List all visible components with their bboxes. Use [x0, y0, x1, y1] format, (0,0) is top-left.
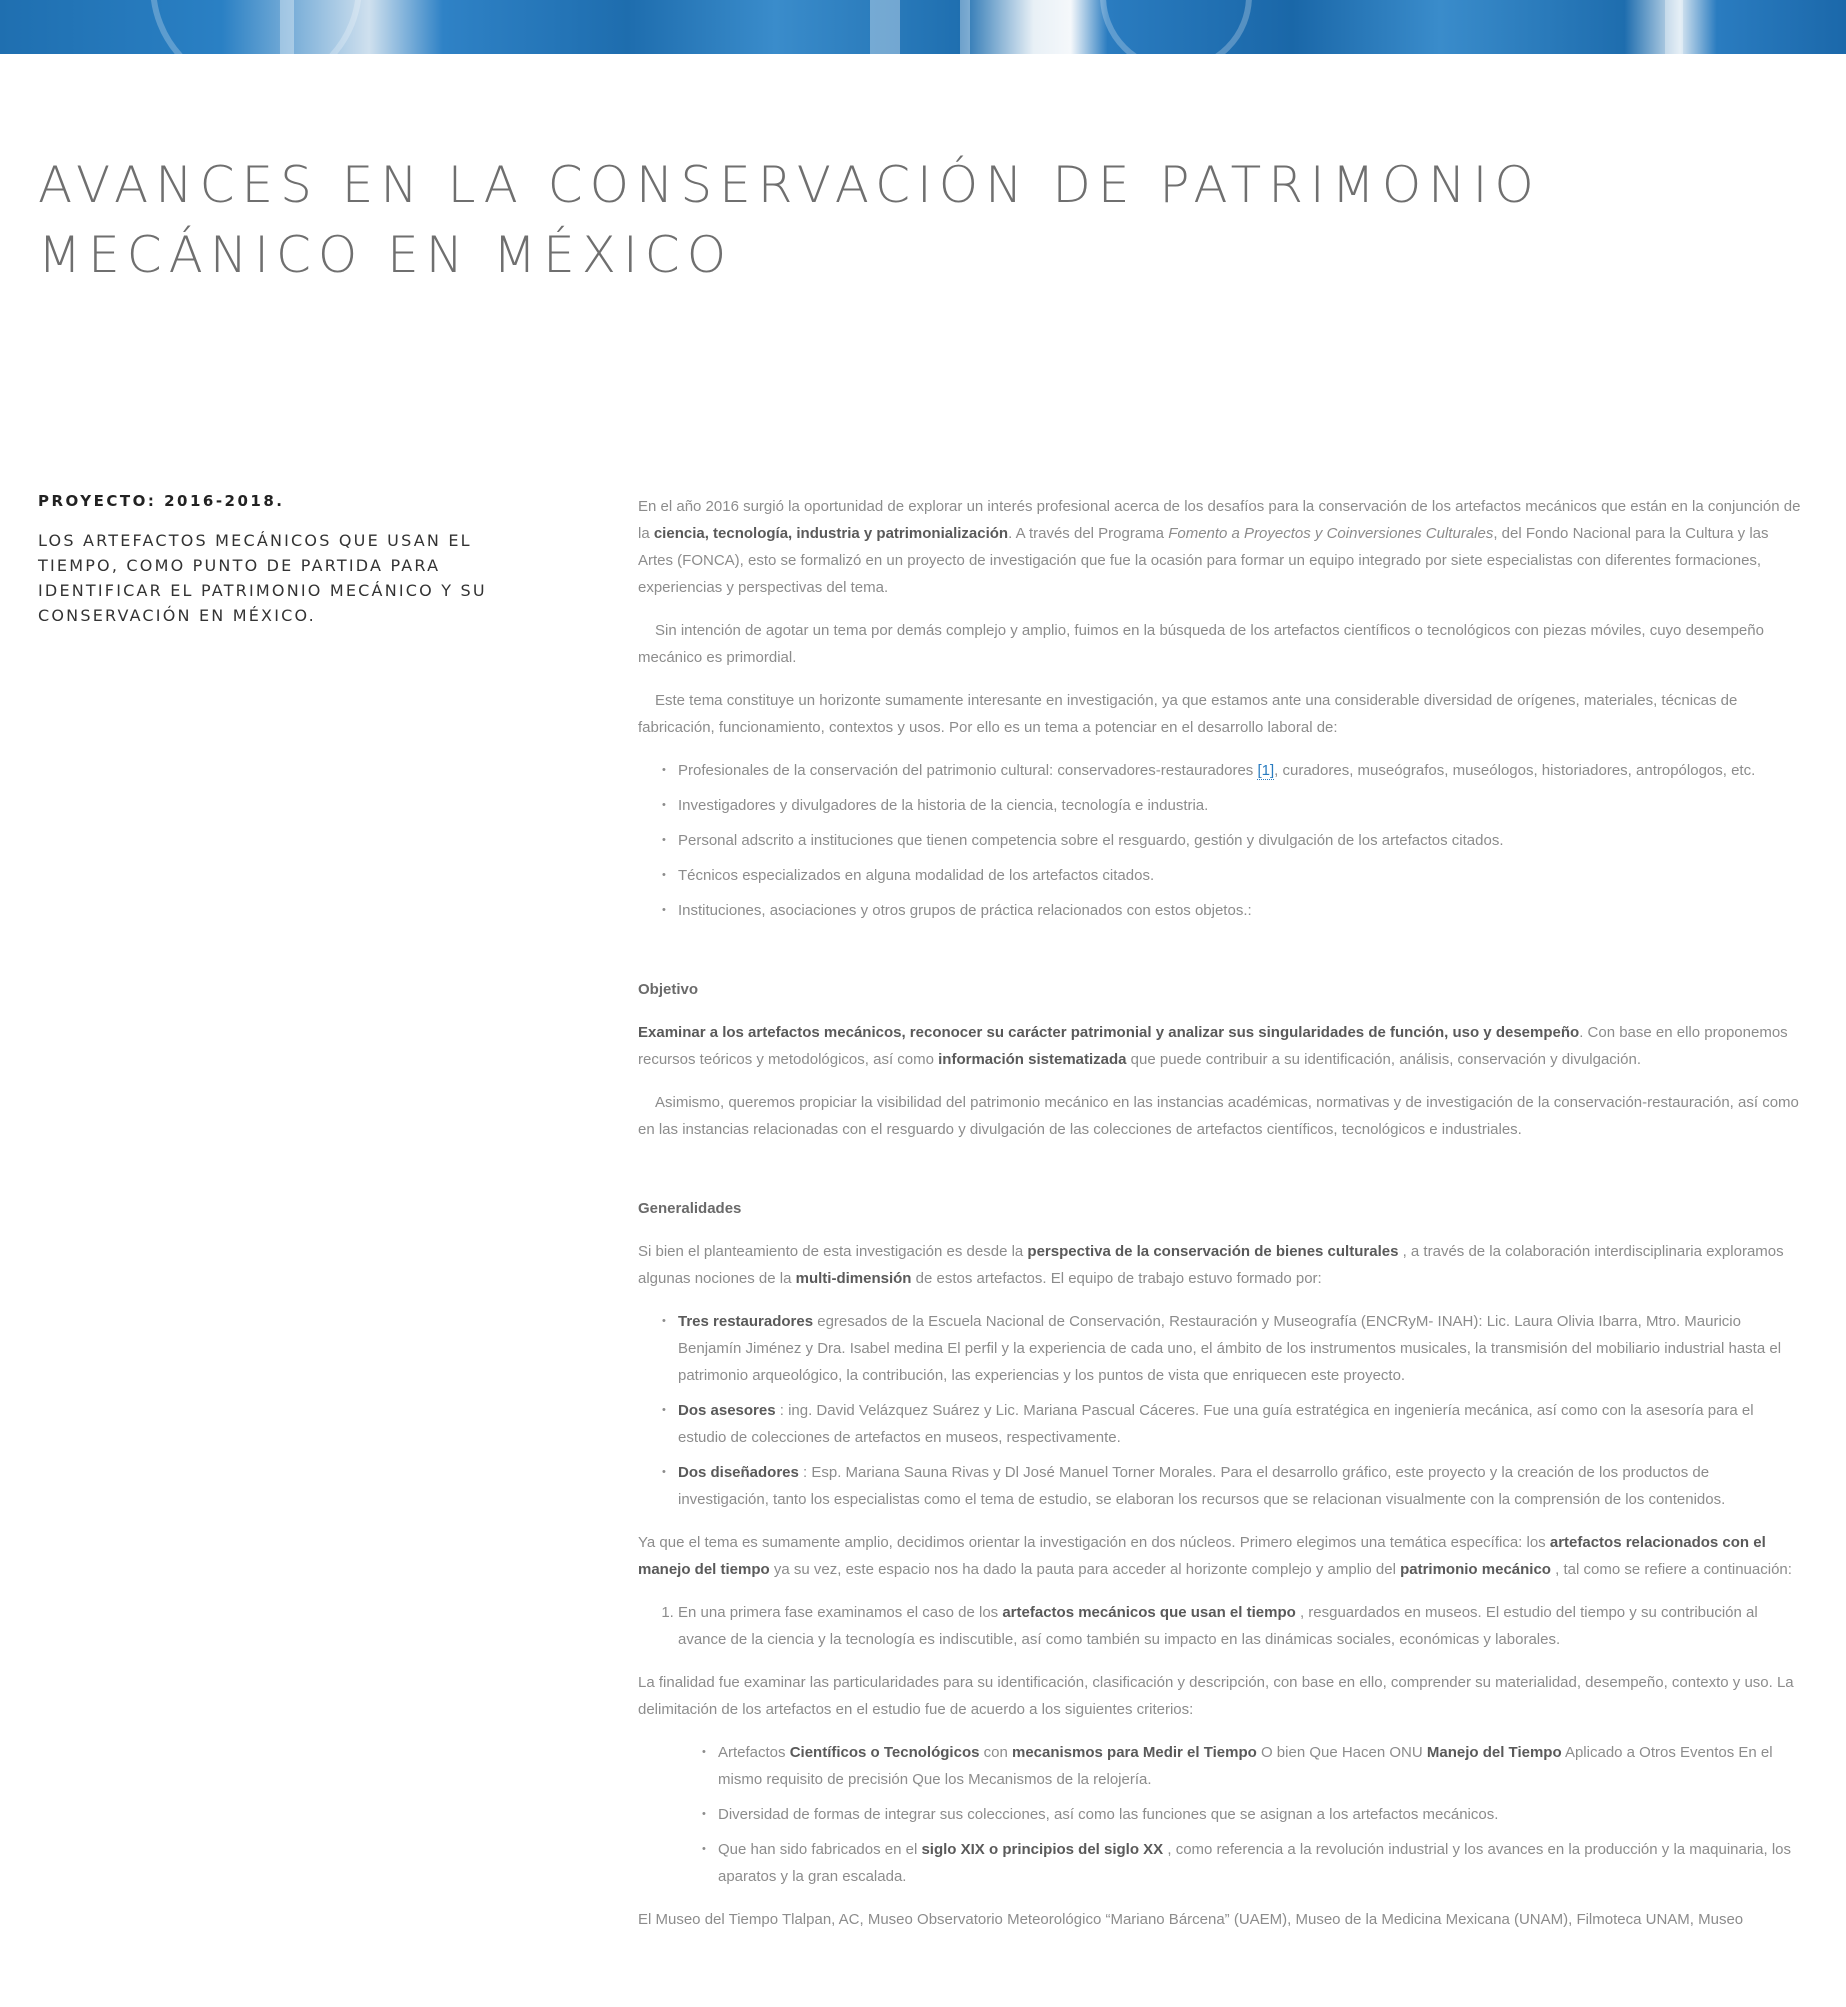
- audience-list: [638, 757, 1803, 924]
- list-item: • Que han sido fabricados en el siglo XIX o principios del siglo XX , como referencia a la revolución industrial y los avances en la producción y la maquinaria, los aparatos y la gran escalada.: [718, 1836, 1803, 1890]
- project-subtitle: LOS ARTEFACTOS MECÁNICOS QUE USAN EL TIEMPO, COMO PUNTO DE PARTIDA PARA IDENTIFICAR EL PATRIMONIO MECÁNICO Y SU CONSERVACIÓN EN MÉXICO.: [38, 531, 487, 625]
- intro-paragraph-2: Sin intención de agotar un tema por demás complejo y amplio, fuimos en la búsqueda de los artefactos científicos o tecnológicos con piezas móviles, cuyo desempeño mecánico es primordial.: [638, 622, 1764, 666]
- objetivo-heading: Objetivo: [638, 981, 699, 998]
- header-banner-image: [0, 0, 1846, 54]
- team-list: [638, 1308, 1803, 1513]
- generalidades-heading: Generalidades: [638, 1200, 742, 1217]
- objetivo-paragraph-2: Asimismo, queremos propiciar la visibilidad del patrimonio mecánico en las instancias académicas, normativas y de investigación de la conservación-restauración, así como en las instancias relacionadas con el resguardo y divulgación de las colecciones de artefactos científicos, tecnológicos e industriales.: [638, 1094, 1799, 1138]
- list-item: 1. En una primera fase examinamos el caso de los artefactos mecánicos que usan el tiempo , resguardados en museos. El estudio del tiempo y su contribución al avance de la ciencia y la tecnología es indiscutible, así como también su impacto en las dinámicas sociales, económicas y laborales.: [678, 1599, 1803, 1653]
- list-item: • Profesionales de la conservación del patrimonio cultural: conservadores-restauradores [1], curadores, museógrafos, museólogos, historiadores, antropólogos, etc.: [678, 757, 1803, 784]
- objetivo-paragraph-1: Examinar a los artefactos mecánicos, reconocer su carácter patrimonial y analizar sus singularidades de función, uso y desempeño. Con base en ello proponemos recursos teóricos y metodológicos, así como información sistematizada que puede contribuir a su identificación, análisis, conservación y divulgación.: [638, 1024, 1788, 1068]
- generalidades-paragraph-3: La finalidad fue examinar las particularidades para su identificación, clasificación y descripción, con base en ello, comprender su materialidad, desempeño, contexto y uso. La delimitación de los artefactos en el estudio fue de acuerdo a los siguientes criterios:: [638, 1674, 1794, 1718]
- generalidades-paragraph-2: Ya que el tema es sumamente amplio, decidimos orientar la investigación en dos núcleos. Primero elegimos una temática específica: los artefactos relacionados con el manejo del tiempo ya su vez, este espacio nos ha dado la pauta para acceder al horizonte complejo y amplio del patrimonio mecánico , tal como se refiere a continuación:: [638, 1534, 1792, 1578]
- intro-paragraph-1: En el año 2016 surgió la oportunidad de explorar un interés profesional acerca de los desafíos para la conservación de los artefactos mecánicos que están en la conjunción de la ciencia, tecnología, industria y patrimonialización. A través del Programa Fomento a Proyectos y Coinversiones Culturales, del Fondo Nacional para la Cultura y las Artes (FONCA), esto se formalizó en un proyecto de investigación que fue la ocasión para formar un equipo integrado por siete especialistas con diferentes formaciones, experiencias y perspectivas del tema.: [638, 498, 1801, 596]
- intro-paragraph-3: Este tema constituye un horizonte sumamente interesante en investigación, ya que estamos ante una considerable diversidad de orígenes, materiales, técnicas de fabricación, funcionamiento, contextos y usos. Por ello es un tema a potenciar en el desarrollo laboral de:: [638, 692, 1738, 736]
- list-item: • Personal adscrito a instituciones que tienen competencia sobre el resguardo, gestión y divulgación de los artefactos citados.: [678, 827, 1803, 854]
- list-item: • Investigadores y divulgadores de la historia de la ciencia, tecnología e industria.: [678, 792, 1803, 819]
- project-sidebar: [38, 492, 558, 628]
- project-dates: PROYECTO: 2016-2018.: [38, 492, 285, 510]
- generalidades-paragraph-1: Si bien el planteamiento de esta investigación es desde la perspectiva de la conservación de bienes culturales , a través de la colaboración interdisciplinaria exploramos algunas nociones de la multi-dimensión de estos artefactos. El equipo de trabajo estuvo formado por:: [638, 1243, 1784, 1287]
- criteria-list: [638, 1739, 1803, 1890]
- list-item: • Artefactos Científicos o Tecnológicos con mecanismos para Medir el Tiempo O bien Que Hacen ONU Manejo del Tiempo Aplicado a Otros Eventos En el mismo requisito de precisión Que los Mecanismos de la relojería.: [718, 1739, 1803, 1793]
- list-item: • Dos asesores : ing. David Velázquez Suárez y Lic. Mariana Pascual Cáceres. Fue una guía estratégica en ingeniería mecánica, así como con la asesoría para el estudio de colecciones de artefactos en museos, respectivamente.: [678, 1397, 1803, 1451]
- article-body: [638, 493, 1803, 1949]
- footnote-link[interactable]: [1]: [1257, 762, 1275, 779]
- list-item: • Tres restauradores egresados de la Escuela Nacional de Conservación, Restauración y Museografía (ENCRyM- INAH): Lic. Laura Olivia Ibarra, Mtro. Mauricio Benjamín Jiménez y Dra. Isabel medina El perfil y la experiencia de cada uno, el ámbito de los instrumentos musicales, la transmisión del mobiliario industrial hasta el patrimonio arqueológico, la contribución, las experiencias y los puntos de vista que enriquecen este proyecto.: [678, 1308, 1803, 1389]
- list-item: • Diversidad de formas de integrar sus colecciones, así como las funciones que se asignan a los artefactos mecánicos.: [718, 1801, 1803, 1828]
- list-item: • Dos diseñadores : Esp. Mariana Sauna Rivas y Dl José Manuel Torner Morales. Para el desarrollo gráfico, este proyecto y la creación de los productos de investigación, tanto los especialistas como el tema de estudio, se elaboran los recursos que se relacionan visualmente con la comprensión de los contenidos.: [678, 1459, 1803, 1513]
- generalidades-paragraph-4: El Museo del Tiempo Tlalpan, AC, Museo Observatorio Meteorológico “Mariano Bárcena” (UAEM), Museo de la Medicina Mexicana (UNAM), Filmoteca UNAM, Museo: [638, 1911, 1744, 1928]
- phase-list: [638, 1599, 1803, 1653]
- page-title: AVANCES EN LA CONSERVACIÓN DE PATRIMONIO MECÁNICO EN MÉXICO: [38, 156, 1541, 284]
- list-item: • Instituciones, asociaciones y otros grupos de práctica relacionados con estos objetos.:: [678, 897, 1803, 924]
- list-item: • Técnicos especializados en alguna modalidad de los artefactos citados.: [678, 862, 1803, 889]
